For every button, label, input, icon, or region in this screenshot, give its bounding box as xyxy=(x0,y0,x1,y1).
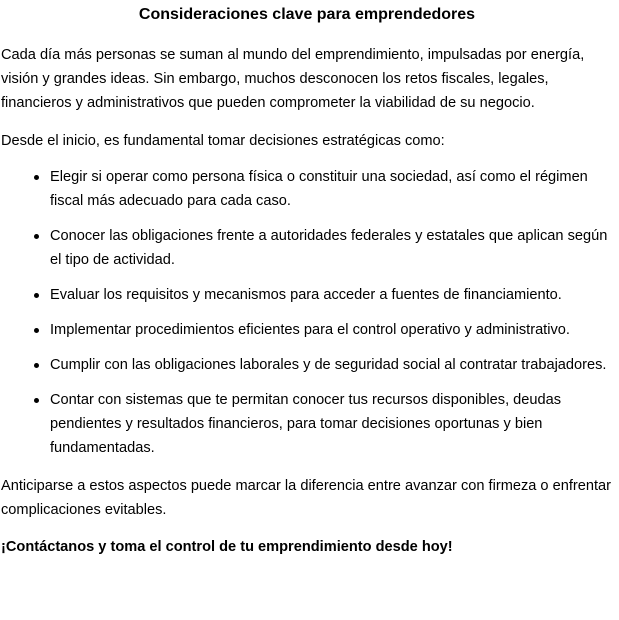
list-item xyxy=(1,283,613,307)
closing-paragraph: Anticiparse a estos aspectos puede marcar la diferencia entre avanzar con firmeza o enfrentar complicaciones evitables. xyxy=(1,478,612,518)
bullet-icon xyxy=(34,398,39,403)
document-title: Consideraciones clave para emprendedores xyxy=(138,6,476,23)
list-item-text: Elegir si operar como persona física o constituir una sociedad, así como el régimen fiscal más adecuado para cada caso. xyxy=(50,169,588,209)
bullet-icon xyxy=(34,175,39,180)
list-item xyxy=(1,224,613,272)
list-item xyxy=(1,353,613,377)
list-item-text: Conocer las obligaciones frente a autoridades federales y estatales que aplican según el tipo de actividad. xyxy=(50,228,608,268)
document-page xyxy=(0,5,619,620)
bullet-icon xyxy=(34,328,39,333)
list-item-text: Contar con sistemas que te permitan conocer tus recursos disponibles, deudas pendientes y resultados financieros, para tomar decisiones oportunas y bien fundamentadas. xyxy=(50,392,562,456)
decision-list xyxy=(1,165,613,460)
list-item-text: Cumplir con las obligaciones laborales y de seguridad social al contratar trabajadores. xyxy=(50,357,607,373)
call-to-action: ¡Contáctanos y toma el control de tu emprendimiento desde hoy! xyxy=(1,539,453,555)
bullet-icon xyxy=(34,363,39,368)
list-item xyxy=(1,388,613,460)
bullet-icon xyxy=(34,293,39,298)
list-item-text: Implementar procedimientos eficientes para el control operativo y administrativo. xyxy=(50,322,570,338)
bullet-icon xyxy=(34,234,39,239)
list-item xyxy=(1,318,613,342)
lead-in-paragraph: Desde el inicio, es fundamental tomar decisiones estratégicas como: xyxy=(1,133,445,149)
list-item xyxy=(1,165,613,213)
list-item-text: Evaluar los requisitos y mecanismos para acceder a fuentes de financiamiento. xyxy=(50,287,562,303)
intro-paragraph: Cada día más personas se suman al mundo del emprendimiento, impulsadas por energía, visión y grandes ideas. Sin embargo, muchos desconocen los retos fiscales, legales, financieros y administrativos que pueden comprometer la viabilidad de su negocio. xyxy=(1,47,585,111)
